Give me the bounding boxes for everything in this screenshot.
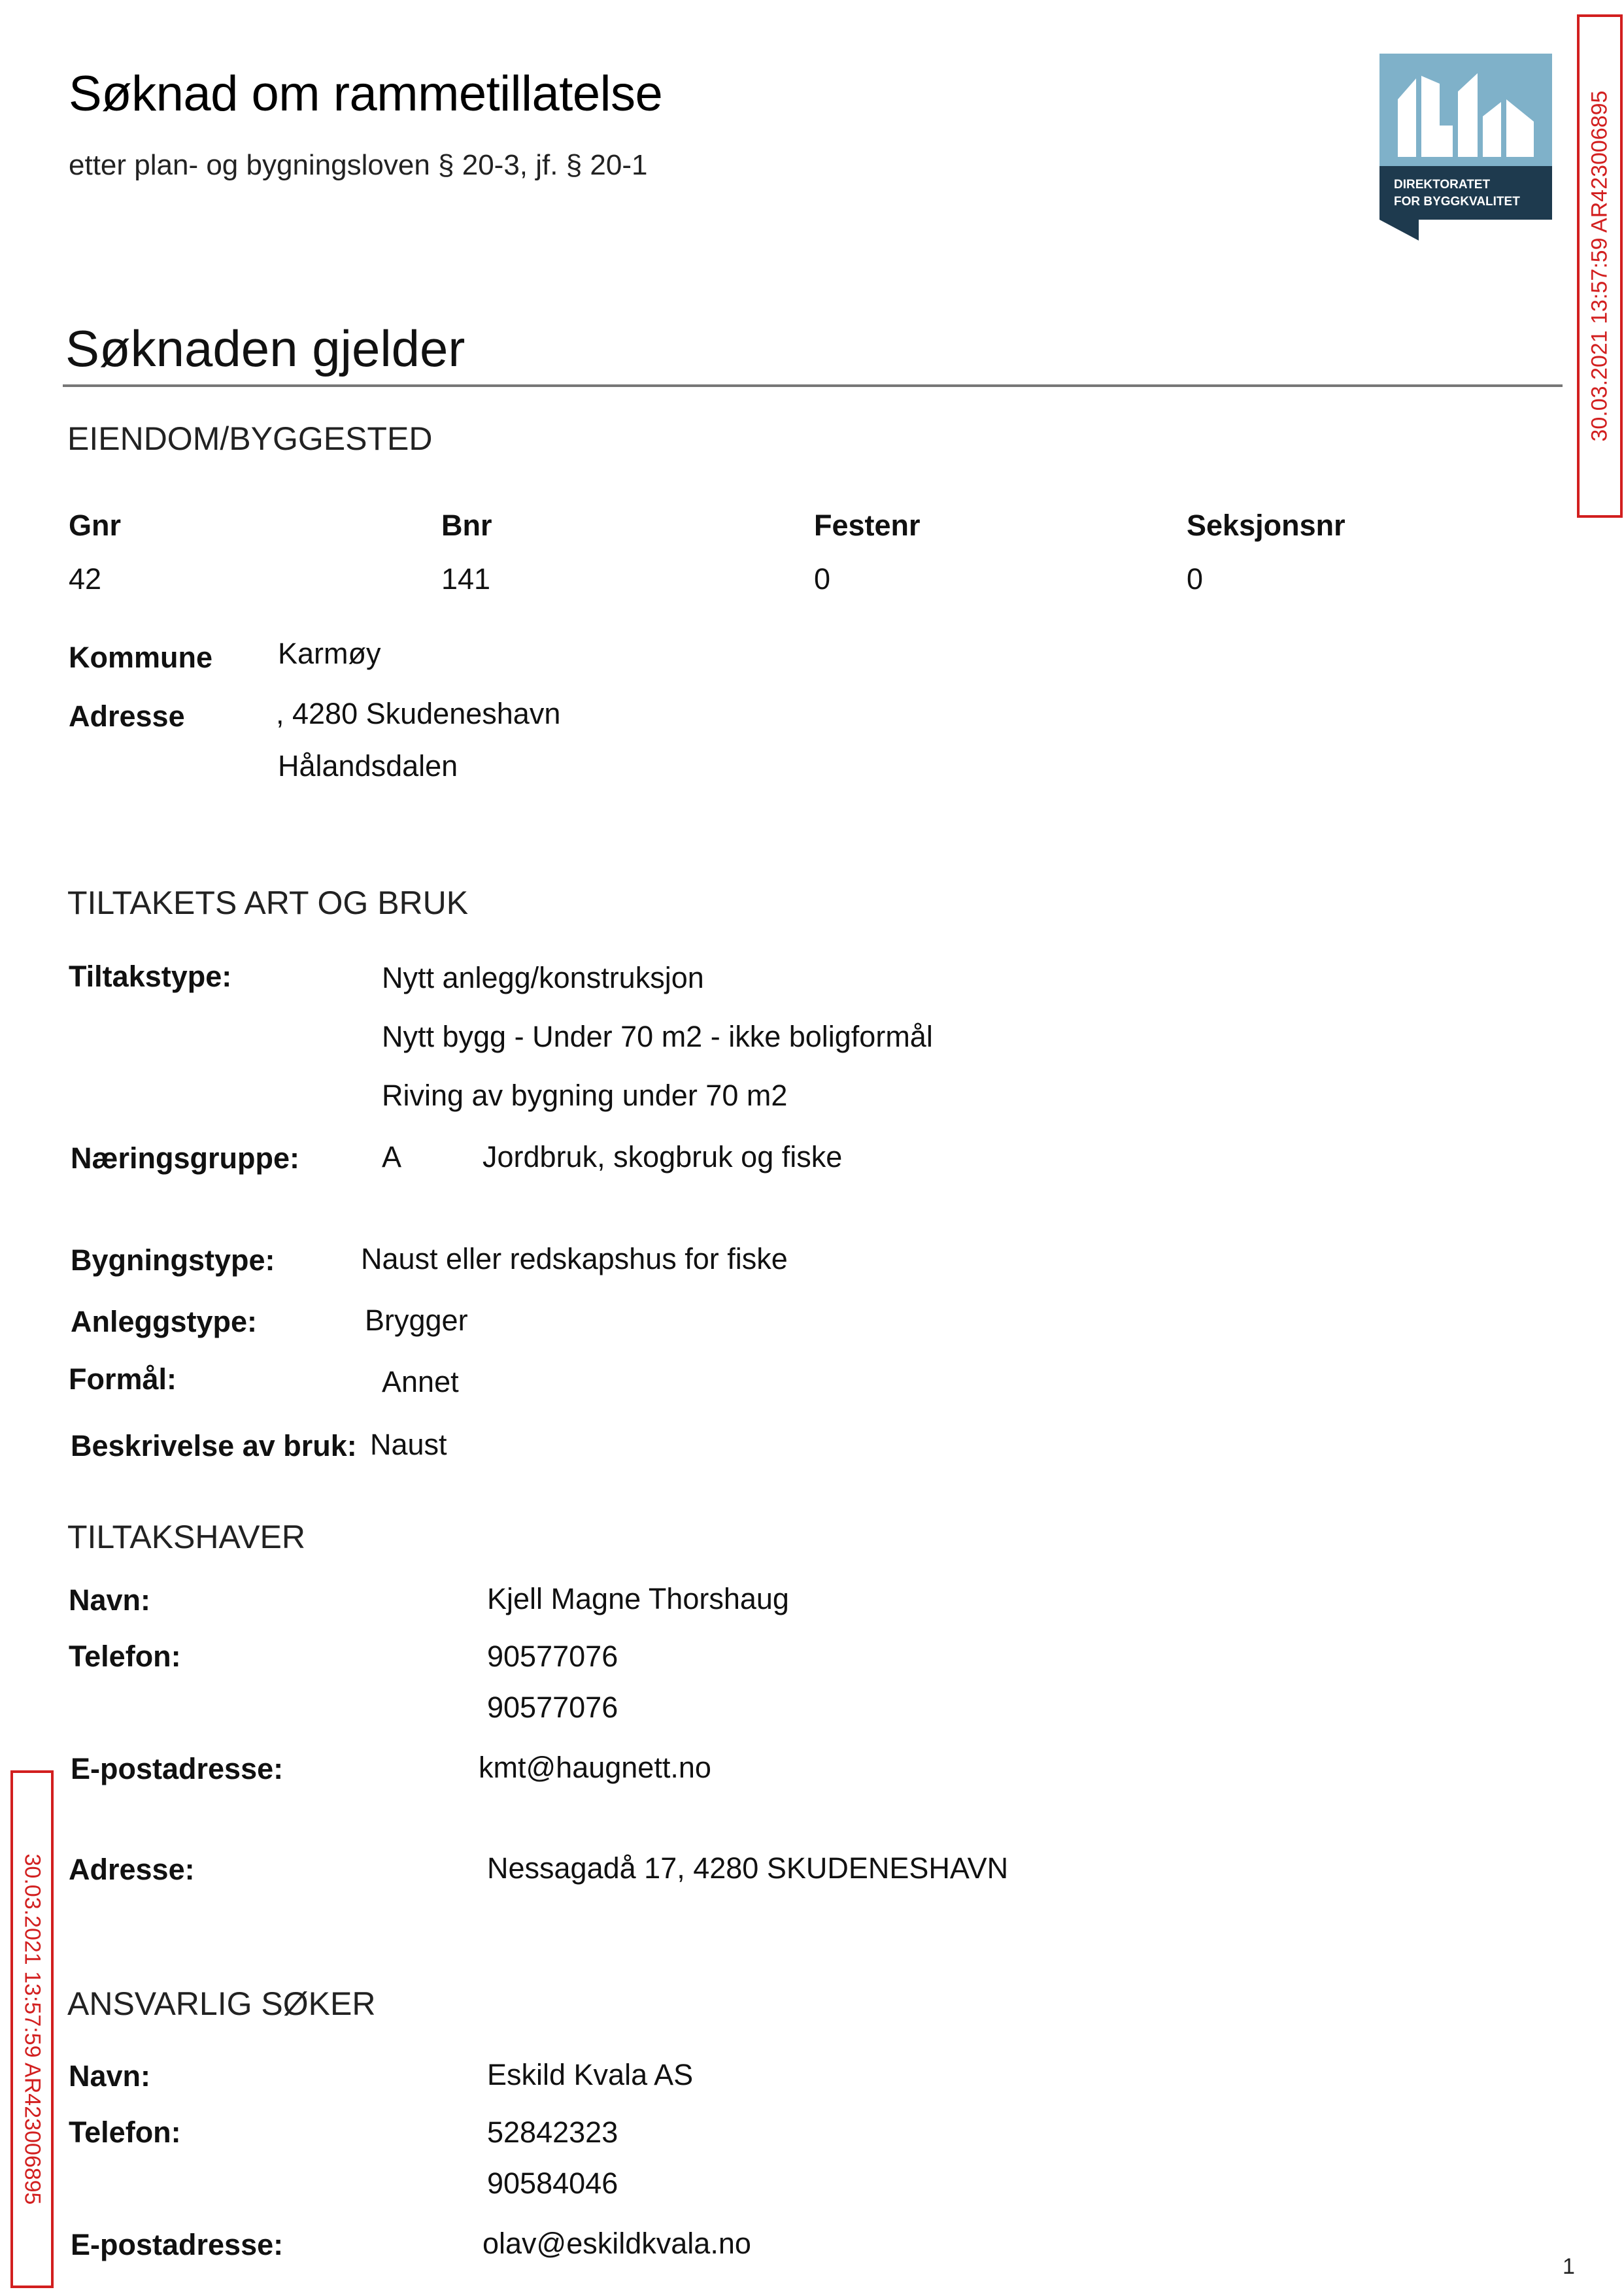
tiltakstype-item: Nytt bygg - Under 70 m2 - ikke boligformål	[382, 1020, 933, 1053]
ansvarlig-navn-value: Eskild Kvala AS	[487, 2058, 694, 2091]
ansvarlig-heading: ANSVARLIG SØKER	[67, 1985, 376, 2022]
ansvarlig-telefon2: 90584046	[487, 2167, 618, 2200]
kommune-value: Karmøy	[278, 637, 381, 670]
festenr-label: Festenr	[814, 509, 921, 542]
logo-text-line1: DIREKTORATET	[1394, 178, 1491, 192]
gnr-label: Gnr	[69, 509, 122, 542]
naeringsgruppe-value: Jordbruk, skogbruk og fiske	[482, 1140, 843, 1173]
seksjonsnr-value: 0	[1187, 562, 1204, 596]
tiltakshaver-telefon2: 90577076	[487, 1691, 618, 1724]
tiltakshaver-navn-value: Kjell Magne Thorshaug	[487, 1582, 789, 1615]
seksjonsnr-label: Seksjonsnr	[1187, 509, 1345, 542]
kommune-label: Kommune	[69, 641, 213, 674]
received-stamp	[1577, 14, 1623, 518]
bygningstype-label: Bygningstype:	[71, 1243, 275, 1277]
received-stamp-bottom-text: 30.03.2021 13:57:59 AR423006895	[20, 1853, 45, 2205]
adresse-line2: Hålandsdalen	[278, 749, 458, 783]
tiltakshaver-telefon1: 90577076	[487, 1640, 618, 1673]
formal-value: Annet	[382, 1365, 459, 1398]
tiltak-heading: TILTAKETS ART OG BRUK	[67, 885, 469, 921]
document-subtitle: etter plan- og bygningsloven § 20-3, jf. § 20-1	[69, 149, 648, 181]
tiltakshaver-navn-label: Navn:	[69, 1583, 151, 1617]
bygningstype-value: Naust eller redskapshus for fiske	[361, 1242, 788, 1275]
tiltakshaver-epost-label: E-postadresse:	[71, 1752, 284, 1785]
ansvarlig-epost-value: olav@eskildkvala.no	[482, 2227, 751, 2260]
eiendom-heading: EIENDOM/BYGGESTED	[67, 420, 433, 457]
tiltakstype-label: Tiltakstype:	[69, 960, 232, 993]
adresse-line1: , 4280 Skudeneshavn	[276, 697, 561, 730]
ansvarlig-epost-label: E-postadresse:	[71, 2228, 284, 2261]
page-number: 1	[1563, 2254, 1575, 2279]
section-divider	[63, 384, 1563, 387]
anleggstype-value: Brygger	[365, 1304, 468, 1337]
tiltakstype-item: Riving av bygning under 70 m2	[382, 1079, 788, 1112]
gnr-value: 42	[69, 562, 102, 596]
tiltakshaver-heading: TILTAKSHAVER	[67, 1519, 305, 1555]
received-stamp-bottom	[10, 1770, 54, 2288]
beskrivelse-label: Beskrivelse av bruk:	[71, 1429, 357, 1462]
section-title: Søknaden gjelder	[65, 320, 465, 377]
tiltakshaver-adresse-label: Adresse:	[69, 1853, 195, 1886]
document-title: Søknad om rammetillatelse	[69, 66, 663, 122]
bnr-label: Bnr	[441, 509, 492, 542]
logo-text-line2: FOR BYGGKVALITET	[1394, 195, 1520, 209]
anleggstype-label: Anleggstype:	[71, 1305, 258, 1338]
formal-label: Formål:	[69, 1362, 177, 1396]
festenr-value: 0	[814, 562, 831, 596]
naeringsgruppe-code: A	[382, 1140, 402, 1173]
bnr-value: 141	[441, 562, 491, 596]
naeringsgruppe-label: Næringsgruppe:	[71, 1141, 300, 1175]
dibk-logo-icon	[1379, 54, 1552, 241]
ansvarlig-navn-label: Navn:	[69, 2059, 151, 2093]
beskrivelse-value: Naust	[370, 1428, 447, 1461]
tiltakshaver-telefon-label: Telefon:	[69, 1640, 181, 1673]
tiltakshaver-adresse-value: Nessagadå 17, 4280 SKUDENESHAVN	[487, 1851, 1009, 1885]
tiltakstype-item: Nytt anlegg/konstruksjon	[382, 961, 704, 994]
adresse-label: Adresse	[69, 700, 185, 733]
ansvarlig-telefon-label: Telefon:	[69, 2116, 181, 2149]
ansvarlig-telefon1: 52842323	[487, 2116, 618, 2149]
received-stamp-text: 30.03.2021 13:57:59 AR423006895	[1587, 90, 1612, 442]
tiltakshaver-epost-value: kmt@haugnett.no	[479, 1751, 711, 1784]
